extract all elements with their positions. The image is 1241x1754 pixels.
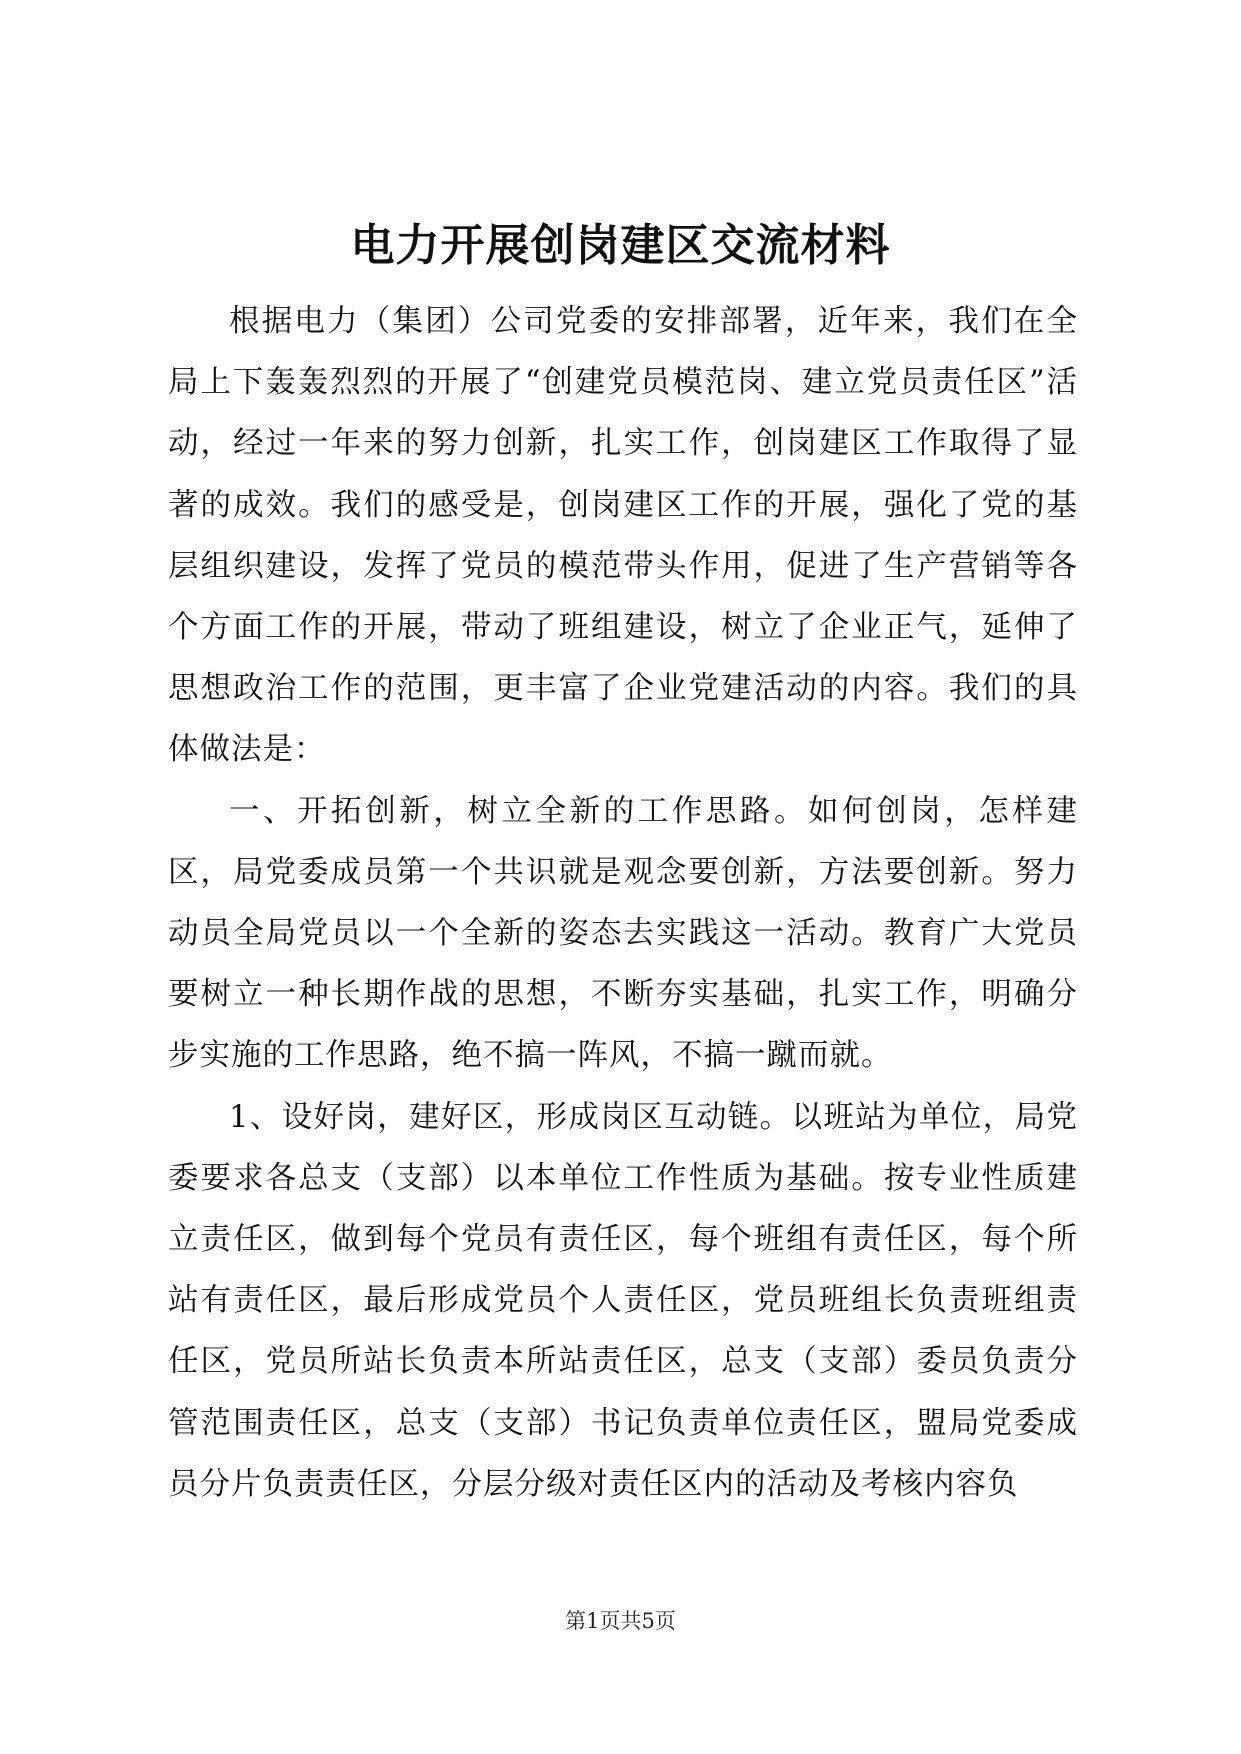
- paragraph-section-one: 一、开拓创新，树立全新的工作思路。如何创岗，怎样建区，局党委成员第一个共识就是观念要创新，方法要创新。努力动员全局党员以一个全新的姿态去实践这一活动。教育广大党员要树立一种长期作战的思想，不断夯实基础，扎实工作，明确分步实施的工作思路，绝不搞一阵风，不搞一蹴而就。: [168, 793, 1078, 1074]
- document-title: 电力开展创岗建区交流材料: [350, 220, 891, 271]
- page-footer: [0, 1606, 1241, 1636]
- paragraph-item-one: 1、设好岗，建好区，形成岗区互动链。以班站为单位，局党委要求各总支（支部）以本单位工作性质为基础。按专业性质建立责任区，做到每个党员有责任区，每个班组有责任区，每个所站有责任区，最后形成党员个人责任区，党员班组长负责班组责任区，党员所站长负责本所站责任区，总支（支部）委员负责分管范围责任区，总支（支部）书记负责单位责任区，盟局党委成员分片负责责任区，分层分级对责任区内的活动及考核内容负: [168, 1099, 1078, 1502]
- document-body: [168, 291, 1078, 1515]
- paragraph-intro: 根据电力（集团）公司党委的安排部署，近年来，我们在全局上下轰轰烈烈的开展了“创建党员模范岗、建立党员责任区”活动，经过一年来的努力创新，扎实工作，创岗建区工作取得了显著的成效。我们的感受是，创岗建区工作的开展，强化了党的基层组织建设，发挥了党员的模范带头作用，促进了生产营销等各个方面工作的开展，带动了班组建设，树立了企业正气，延伸了思想政治工作的范围，更丰富了企业党建活动的内容。我们的具体做法是：: [168, 304, 1078, 768]
- page-total: 共5页: [620, 1609, 676, 1633]
- page-number: 第1页: [565, 1609, 621, 1633]
